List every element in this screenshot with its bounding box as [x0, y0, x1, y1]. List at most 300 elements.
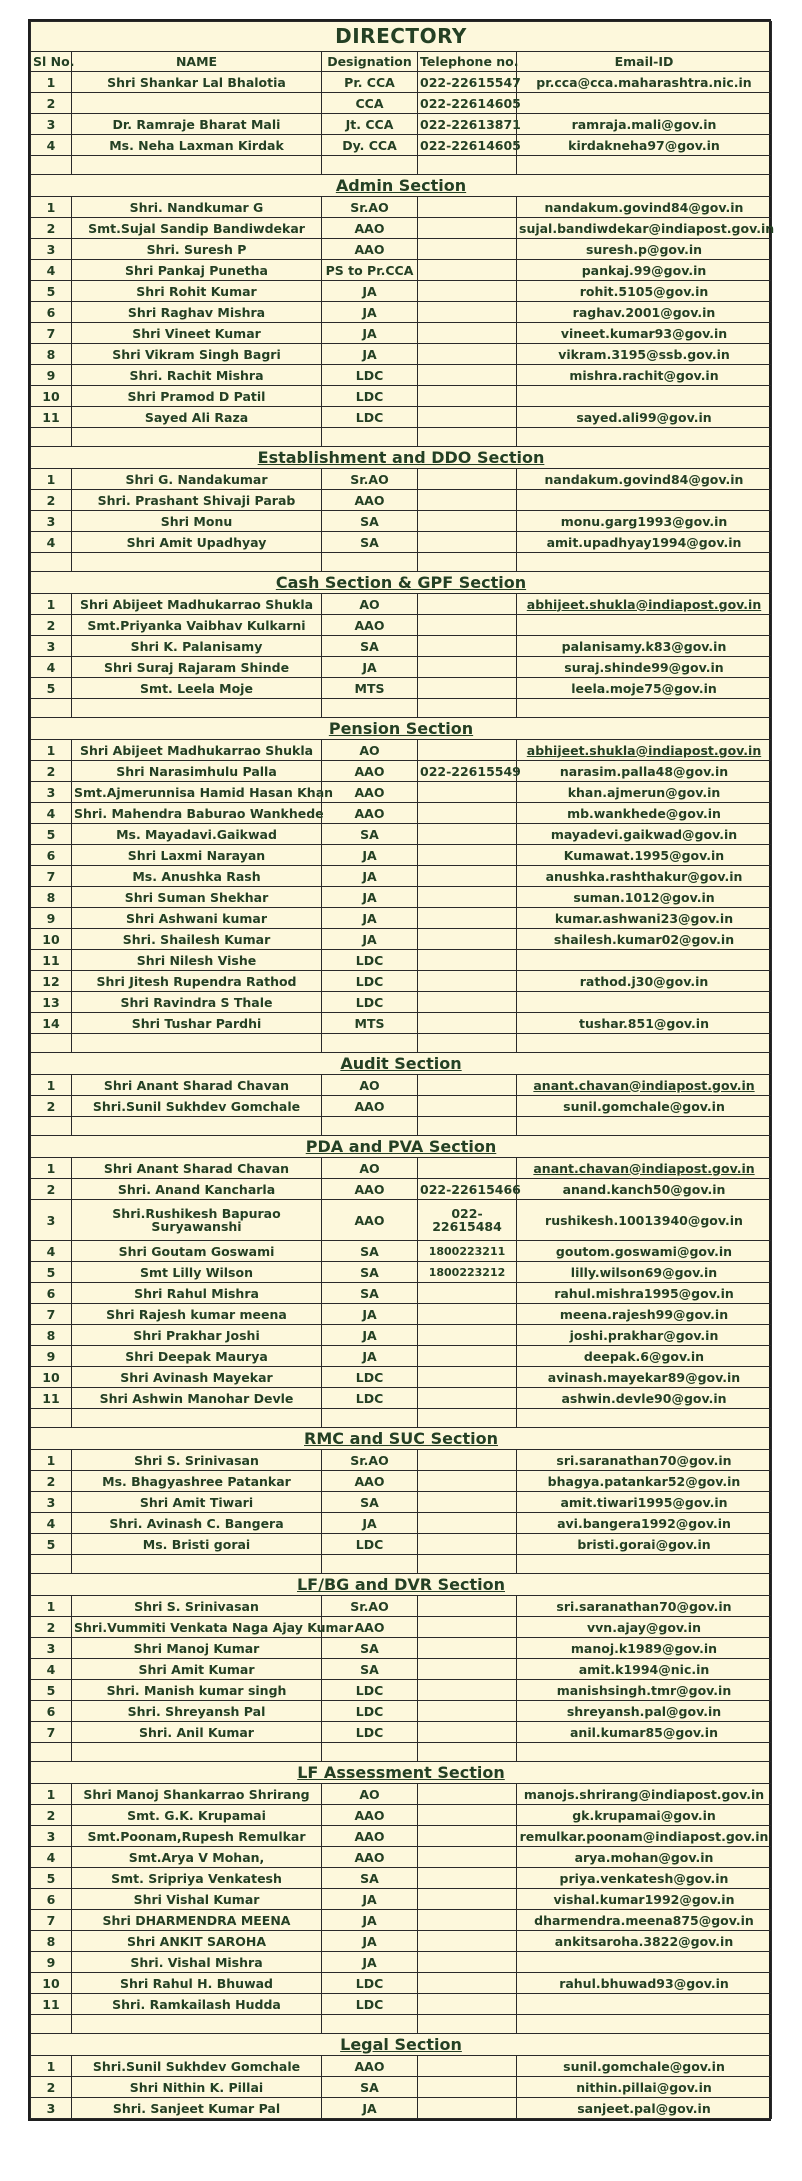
email-id: [517, 1304, 772, 1325]
person-name: Shri. Sanjeet Kumar Pal: [72, 2098, 322, 2119]
email-id: [517, 1346, 772, 1367]
designation: AAO: [322, 1617, 418, 1638]
email-text: ankitsaroha.3822@gov.in: [554, 1933, 734, 1949]
table-row: [31, 1701, 772, 1722]
table-row: [31, 2056, 772, 2077]
telephone: [418, 1388, 517, 1409]
person-name: Shri Amit Kumar: [72, 1659, 322, 1680]
designation: LDC: [322, 407, 418, 428]
blank-cell: [31, 1555, 72, 1574]
person-name: Shri Abijeet Madhukarrao Shukla: [72, 740, 322, 761]
email-id: [517, 365, 772, 386]
telephone: [418, 1596, 517, 1617]
person-name: Shri Anant Sharad Chavan: [72, 1158, 322, 1179]
person-name: Shri. Suresh P: [72, 239, 322, 260]
email-id: [517, 636, 772, 657]
person-name: Dr. Ramraje Bharat Mali: [72, 114, 322, 135]
email-text: bristi.gorai@gov.in: [577, 1536, 711, 1552]
email-text: khan.ajmerun@gov.in: [567, 784, 721, 800]
section-title: [31, 447, 772, 469]
sl-no: 10: [31, 1973, 72, 1994]
person-name: Shri Nilesh Vishe: [72, 950, 322, 971]
designation: LDC: [322, 1973, 418, 1994]
email-text[interactable]: anant.chavan@indiapost.gov.in: [533, 1160, 755, 1176]
telephone: [418, 929, 517, 950]
email-text: goutom.goswami@gov.in: [555, 1243, 733, 1259]
email-id: [517, 1596, 772, 1617]
sl-no: 2: [31, 1179, 72, 1200]
designation: JA: [322, 1346, 418, 1367]
section-title-text: Audit Section: [340, 1054, 462, 1073]
sl-no: 4: [31, 260, 72, 281]
table-row: [31, 93, 772, 114]
person-name: Shri Tushar Pardhi: [72, 1013, 322, 1034]
person-name: Shri Rohit Kumar: [72, 281, 322, 302]
person-name: Shri Rahul Mishra: [72, 1283, 322, 1304]
blank-cell: [322, 1555, 418, 1574]
email-id: [517, 1283, 772, 1304]
email-text: manoj.k1989@gov.in: [570, 1640, 718, 1656]
header-sl: Sl No.: [31, 52, 72, 72]
sl-no: 4: [31, 1241, 72, 1262]
sl-no: 3: [31, 636, 72, 657]
table-row: [31, 1325, 772, 1346]
sl-no: 4: [31, 1659, 72, 1680]
telephone: [418, 2077, 517, 2098]
telephone: [418, 1325, 517, 1346]
telephone: [418, 1450, 517, 1471]
telephone: [418, 1868, 517, 1889]
table-row: [31, 866, 772, 887]
email-id: [517, 1638, 772, 1659]
email-id: [517, 1513, 772, 1534]
email-id: [517, 1805, 772, 1826]
email-id: [517, 761, 772, 782]
telephone: [418, 1283, 517, 1304]
email-id: [517, 824, 772, 845]
sl-no: 5: [31, 824, 72, 845]
blank-cell: [418, 1117, 517, 1136]
blank-cell: [517, 553, 772, 572]
table-row: [31, 1994, 772, 2015]
telephone: 022-22614605: [418, 135, 517, 156]
table-row: [31, 1910, 772, 1931]
telephone: [418, 1722, 517, 1743]
section-header-row: [31, 718, 772, 740]
telephone: [418, 1680, 517, 1701]
person-name: Shri. Rachit Mishra: [72, 365, 322, 386]
email-text: suraj.shinde99@gov.in: [564, 659, 724, 675]
table-row: [31, 1805, 772, 1826]
designation: SA: [322, 2077, 418, 2098]
email-id: [517, 323, 772, 344]
email-id[interactable]: [517, 1158, 772, 1179]
blank-cell: [322, 2015, 418, 2034]
person-name: Shri Amit Tiwari: [72, 1492, 322, 1513]
email-text: anushka.rashthakur@gov.in: [545, 868, 743, 884]
section-title: [31, 1428, 772, 1450]
sl-no: 5: [31, 1868, 72, 1889]
email-text: sunil.gomchale@gov.in: [563, 1098, 725, 1114]
telephone: [418, 1367, 517, 1388]
table-row: [31, 824, 772, 845]
sl-no: 1: [31, 1075, 72, 1096]
section-header-row: [31, 175, 772, 197]
section-title-text: LF/BG and DVR Section: [296, 1575, 505, 1594]
sl-no: 3: [31, 114, 72, 135]
person-name: Shri. Vishal Mishra: [72, 1952, 322, 1973]
blank-cell: [31, 699, 72, 718]
telephone: [418, 1931, 517, 1952]
person-name: Shri Laxmi Narayan: [72, 845, 322, 866]
email-id: [517, 1013, 772, 1034]
designation: SA: [322, 1659, 418, 1680]
email-id: [517, 1889, 772, 1910]
sl-no: 3: [31, 782, 72, 803]
designation: JA: [322, 302, 418, 323]
table-row: [31, 803, 772, 824]
telephone: 1800223212: [418, 1262, 517, 1283]
telephone: [418, 971, 517, 992]
designation: Dy. CCA: [322, 135, 418, 156]
sl-no: 9: [31, 908, 72, 929]
table-row: [31, 1450, 772, 1471]
designation: Sr.AO: [322, 1450, 418, 1471]
person-name: Shri S. Srinivasan: [72, 1596, 322, 1617]
table-row: [31, 1680, 772, 1701]
designation: SA: [322, 1241, 418, 1262]
sl-no: 3: [31, 1200, 72, 1241]
blank-cell: [322, 699, 418, 718]
email-id: [517, 1847, 772, 1868]
email-id: [517, 1659, 772, 1680]
email-text: nandakum.govind84@gov.in: [544, 199, 744, 215]
designation: AO: [322, 1075, 418, 1096]
sl-no: 2: [31, 1471, 72, 1492]
designation: Sr.AO: [322, 1596, 418, 1617]
table-row: [31, 1096, 772, 1117]
table-row: [31, 2077, 772, 2098]
email-text: kumar.ashwani23@gov.in: [554, 910, 734, 926]
table-row: [31, 1179, 772, 1200]
directory-sheet: [28, 19, 775, 2121]
designation: JA: [322, 1952, 418, 1973]
telephone: [418, 1847, 517, 1868]
sl-no: 12: [31, 971, 72, 992]
email-id: [517, 239, 772, 260]
person-name: Shri Nithin K. Pillai: [72, 2077, 322, 2098]
telephone: [418, 1158, 517, 1179]
sl-no: 11: [31, 950, 72, 971]
email-text: mayadevi.gaikwad@gov.in: [550, 826, 738, 842]
sl-no: 7: [31, 1304, 72, 1325]
blank-row: [31, 1034, 772, 1053]
table-row: [31, 1638, 772, 1659]
sl-no: 1: [31, 1784, 72, 1805]
email-id: [517, 1722, 772, 1743]
designation: SA: [322, 1262, 418, 1283]
telephone: [418, 908, 517, 929]
table-row: [31, 490, 772, 511]
email-text[interactable]: abhijeet.shukla@indiapost.gov.in: [526, 742, 762, 758]
blank-cell: [31, 156, 72, 175]
email-text: ramraja.mali@gov.in: [571, 116, 717, 132]
telephone: [418, 1075, 517, 1096]
telephone: [418, 1973, 517, 1994]
sl-no: 5: [31, 1534, 72, 1555]
email-id: [517, 1534, 772, 1555]
sl-no: 1: [31, 469, 72, 490]
email-id: [517, 971, 772, 992]
email-id: [517, 1367, 772, 1388]
designation: MTS: [322, 1013, 418, 1034]
designation: AAO: [322, 1179, 418, 1200]
blank-cell: [517, 1117, 772, 1136]
blank-cell: [418, 699, 517, 718]
person-name: Shri. Prashant Shivaji Parab: [72, 490, 322, 511]
table-row: [31, 344, 772, 365]
table-row: [31, 1388, 772, 1409]
email-text: kirdakneha97@gov.in: [568, 137, 720, 153]
person-name: Ms. Mayadavi.Gaikwad: [72, 824, 322, 845]
sl-no: 1: [31, 72, 72, 93]
email-text: nandakum.govind84@gov.in: [544, 471, 744, 487]
blank-cell: [322, 1743, 418, 1762]
email-text: avi.bangera1992@gov.in: [557, 1515, 731, 1531]
telephone: [418, 469, 517, 490]
sl-no: 13: [31, 992, 72, 1013]
email-id[interactable]: [517, 1075, 772, 1096]
blank-cell: [72, 1743, 322, 1762]
title-row: [31, 22, 772, 52]
telephone: [418, 594, 517, 615]
telephone: [418, 386, 517, 407]
email-text: sri.saranathan70@gov.in: [556, 1598, 732, 1614]
table-row: [31, 908, 772, 929]
person-name: Shri Ashwin Manohar Devle: [72, 1388, 322, 1409]
table-row: [31, 260, 772, 281]
person-name: Shri Narasimhulu Palla: [72, 761, 322, 782]
email-id: [517, 1680, 772, 1701]
email-text: sanjeet.pal@gov.in: [577, 2100, 711, 2116]
sl-no: 1: [31, 1450, 72, 1471]
email-id[interactable]: [517, 594, 772, 615]
sl-no: 1: [31, 740, 72, 761]
email-text: mishra.rachit@gov.in: [569, 367, 719, 383]
sl-no: 2: [31, 1805, 72, 1826]
email-id: [517, 1200, 772, 1241]
blank-cell: [72, 553, 322, 572]
table-row: [31, 1784, 772, 1805]
designation: AAO: [322, 761, 418, 782]
telephone: [418, 992, 517, 1013]
telephone: [418, 239, 517, 260]
person-name: Shri. Anil Kumar: [72, 1722, 322, 1743]
telephone: [418, 218, 517, 239]
designation: AAO: [322, 218, 418, 239]
email-text: remulkar.poonam@indiapost.gov.in: [519, 1828, 769, 1844]
blank-cell: [31, 553, 72, 572]
telephone: 022-22615484: [418, 1200, 517, 1241]
person-name: Shri. Mahendra Baburao Wankhede: [72, 803, 322, 824]
person-name: Shri Anant Sharad Chavan: [72, 1075, 322, 1096]
email-text: amit.tiwari1995@gov.in: [560, 1494, 728, 1510]
telephone: [418, 1784, 517, 1805]
sl-no: 3: [31, 1638, 72, 1659]
telephone: [418, 407, 517, 428]
table-row: [31, 971, 772, 992]
blank-cell: [72, 1117, 322, 1136]
table-row: [31, 386, 772, 407]
blank-cell: [517, 1555, 772, 1574]
designation: JA: [322, 866, 418, 887]
table-row: [31, 929, 772, 950]
email-text: priya.venkatesh@gov.in: [559, 1870, 729, 1886]
telephone: [418, 1096, 517, 1117]
email-text: Kumawat.1995@gov.in: [563, 847, 725, 863]
blank-cell: [31, 1409, 72, 1428]
blank-row: [31, 1409, 772, 1428]
person-name: Shri Pankaj Punetha: [72, 260, 322, 281]
table-row: [31, 1973, 772, 1994]
person-name: Shri Rajesh kumar meena: [72, 1304, 322, 1325]
table-row: [31, 407, 772, 428]
telephone: 022-22615547: [418, 72, 517, 93]
telephone: 1800223211: [418, 1241, 517, 1262]
telephone: [418, 1534, 517, 1555]
email-id[interactable]: [517, 740, 772, 761]
email-text: vikram.3195@ssb.gov.in: [558, 346, 730, 362]
designation: SA: [322, 532, 418, 553]
person-name: Shri Prakhar Joshi: [72, 1325, 322, 1346]
email-text: rohit.5105@gov.in: [579, 283, 709, 299]
blank-cell: [31, 2015, 72, 2034]
designation: AAO: [322, 1826, 418, 1847]
table-row: [31, 239, 772, 260]
email-text: dharmendra.meena875@gov.in: [534, 1912, 754, 1928]
table-row: [31, 1847, 772, 1868]
email-id: [517, 386, 772, 407]
section-title-text: Legal Section: [340, 2035, 462, 2054]
designation: SA: [322, 1492, 418, 1513]
table-row: [31, 1262, 772, 1283]
designation: LDC: [322, 1722, 418, 1743]
designation: LDC: [322, 1388, 418, 1409]
designation: AAO: [322, 239, 418, 260]
sl-no: 8: [31, 1325, 72, 1346]
person-name: Smt. Sripriya Venkatesh: [72, 1868, 322, 1889]
telephone: [418, 824, 517, 845]
email-id: [517, 1179, 772, 1200]
blank-row: [31, 156, 772, 175]
email-id: [517, 72, 772, 93]
telephone: [418, 281, 517, 302]
section-title-text: RMC and SUC Section: [304, 1429, 498, 1448]
sl-no: 8: [31, 1931, 72, 1952]
blank-row: [31, 1743, 772, 1762]
table-row: [31, 218, 772, 239]
person-name: Shri G. Nandakumar: [72, 469, 322, 490]
email-text: pr.cca@cca.maharashtra.nic.in: [536, 74, 752, 90]
person-name: Shri Abijeet Madhukarrao Shukla: [72, 594, 322, 615]
section-title: [31, 718, 772, 740]
designation: Pr. CCA: [322, 72, 418, 93]
designation: AAO: [322, 1805, 418, 1826]
telephone: [418, 678, 517, 699]
email-id: [517, 197, 772, 218]
email-text: lilly.wilson69@gov.in: [570, 1264, 718, 1280]
email-text[interactable]: anant.chavan@indiapost.gov.in: [533, 1077, 755, 1093]
person-name: Shri Deepak Maurya: [72, 1346, 322, 1367]
designation: JA: [322, 1889, 418, 1910]
person-name: [72, 93, 322, 114]
telephone: [418, 1513, 517, 1534]
designation: JA: [322, 281, 418, 302]
table-row: [31, 281, 772, 302]
table-row: [31, 1200, 772, 1241]
email-text: manojs.shrirang@indiapost.gov.in: [523, 1786, 765, 1802]
header-email: Email-ID: [517, 52, 772, 72]
email-id: [517, 1994, 772, 2015]
section-header-row: [31, 2034, 772, 2056]
blank-row: [31, 428, 772, 447]
designation: JA: [322, 323, 418, 344]
email-text[interactable]: abhijeet.shukla@indiapost.gov.in: [526, 596, 762, 612]
section-title: [31, 1053, 772, 1075]
email-id: [517, 469, 772, 490]
designation: AAO: [322, 2056, 418, 2077]
sl-no: 1: [31, 2056, 72, 2077]
person-name: Smt. G.K. Krupamai: [72, 1805, 322, 1826]
telephone: [418, 1492, 517, 1513]
designation: JA: [322, 908, 418, 929]
email-id: [517, 302, 772, 323]
designation: JA: [322, 2098, 418, 2119]
blank-cell: [418, 1409, 517, 1428]
telephone: [418, 1826, 517, 1847]
email-text: vineet.kumar93@gov.in: [560, 325, 728, 341]
table-row: [31, 1346, 772, 1367]
email-id: [517, 1826, 772, 1847]
designation: AAO: [322, 1847, 418, 1868]
table-row: [31, 1659, 772, 1680]
email-id: [517, 782, 772, 803]
person-name: Shri.Sunil Sukhdev Gomchale: [72, 2056, 322, 2077]
telephone: [418, 950, 517, 971]
person-name: Shri Ashwani kumar: [72, 908, 322, 929]
table-row: [31, 469, 772, 490]
telephone: [418, 803, 517, 824]
person-name: Shri Manoj Shankarrao Shrirang: [72, 1784, 322, 1805]
designation: LDC: [322, 971, 418, 992]
designation: AAO: [322, 615, 418, 636]
email-id: [517, 1096, 772, 1117]
blank-cell: [322, 553, 418, 572]
sl-no: 4: [31, 1513, 72, 1534]
sl-no: 1: [31, 197, 72, 218]
person-name: Shri. Shailesh Kumar: [72, 929, 322, 950]
email-id: [517, 1388, 772, 1409]
person-name: Shri S. Srinivasan: [72, 1450, 322, 1471]
sl-no: 6: [31, 1283, 72, 1304]
designation: LDC: [322, 950, 418, 971]
sl-no: 2: [31, 1096, 72, 1117]
email-text: raghav.2001@gov.in: [572, 304, 716, 320]
sl-no: 11: [31, 407, 72, 428]
telephone: [418, 490, 517, 511]
email-id: [517, 1241, 772, 1262]
email-text: nithin.pillai@gov.in: [576, 2079, 712, 2095]
